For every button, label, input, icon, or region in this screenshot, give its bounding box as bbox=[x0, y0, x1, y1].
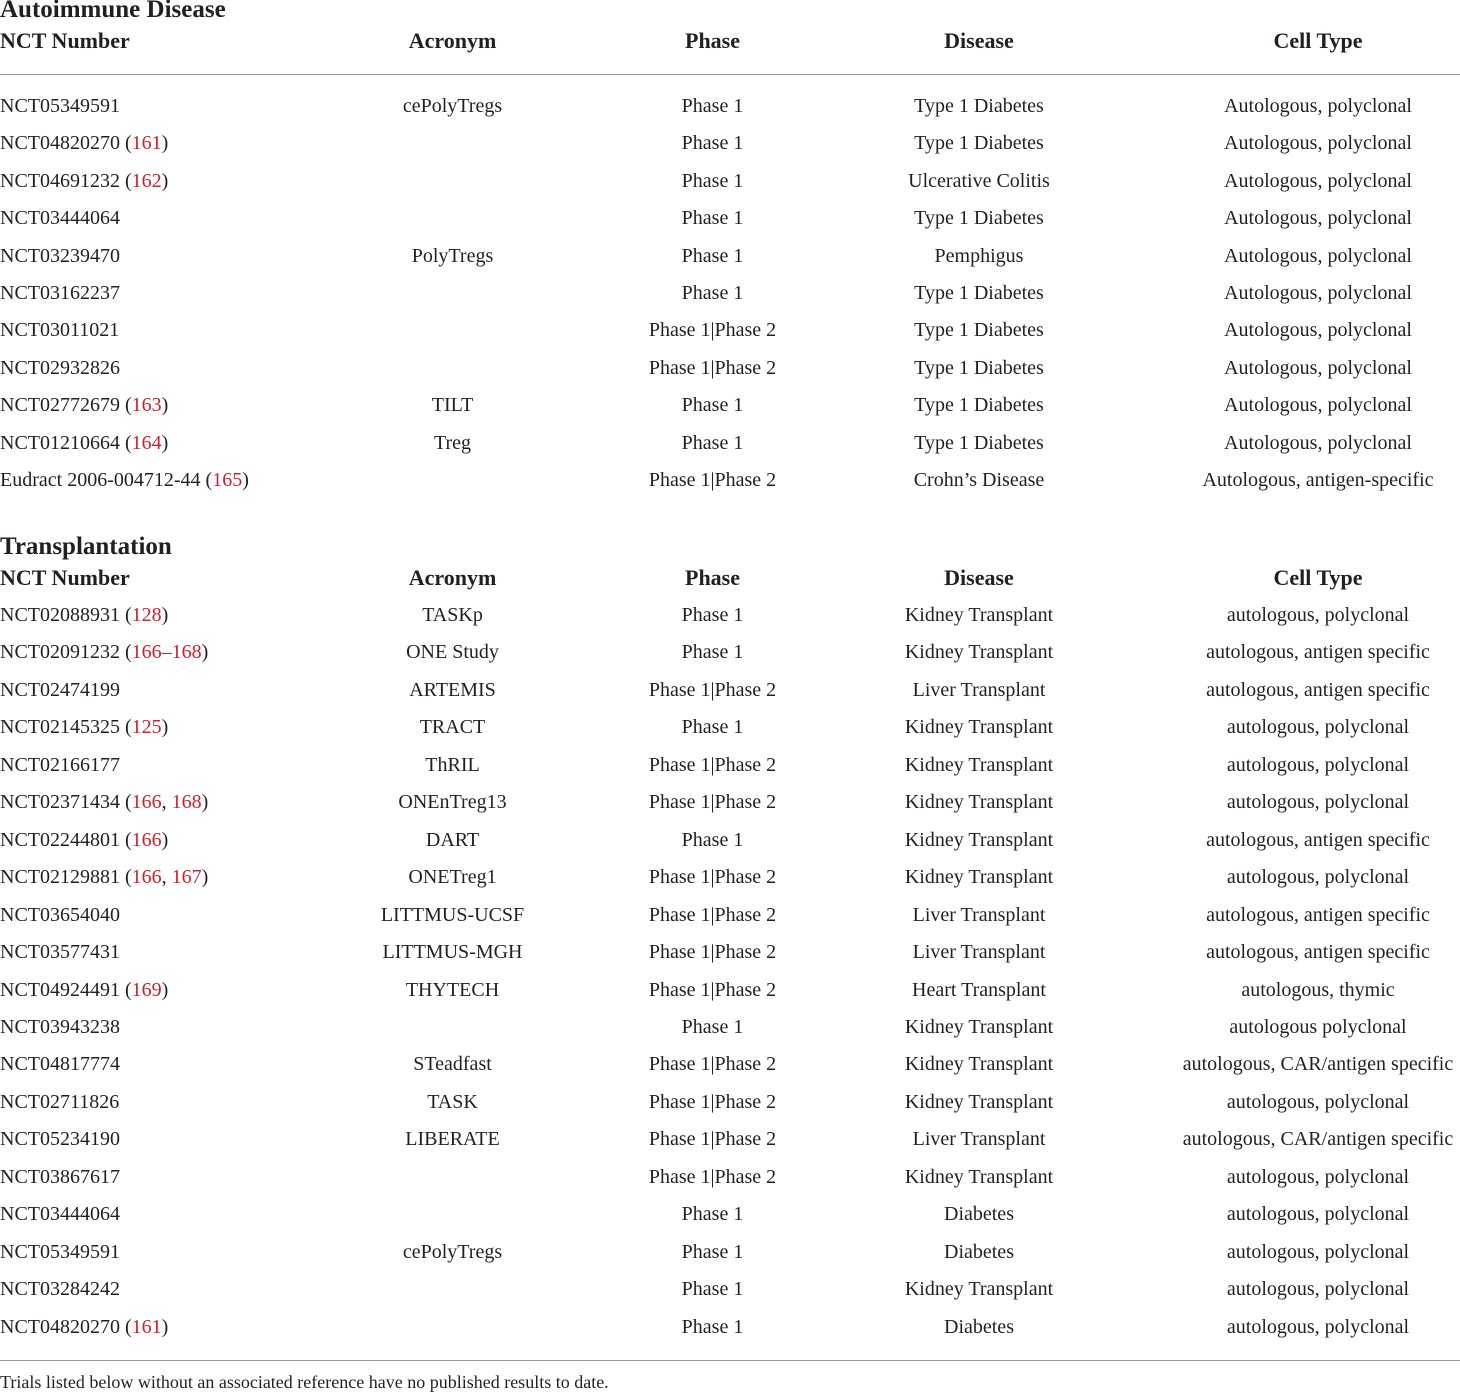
cell-disease: Diabetes bbox=[944, 1315, 1014, 1338]
cell-disease: Diabetes bbox=[944, 1203, 1014, 1226]
reference-link[interactable]: 166 bbox=[131, 866, 162, 889]
cell-acronym: cePolyTregs bbox=[402, 95, 503, 117]
nct-id: NCT04691232 bbox=[0, 169, 120, 192]
ref-open-paren: ( bbox=[120, 1315, 132, 1338]
ref-open-paren: ( bbox=[200, 469, 213, 491]
cell-disease: Kidney Transplant bbox=[904, 1165, 1054, 1188]
ref-close-paren: ) bbox=[242, 469, 249, 491]
table-row bbox=[0, 1196, 1460, 1234]
ref-separator: , bbox=[161, 866, 172, 889]
table-row bbox=[0, 897, 1460, 935]
cell-disease: Kidney Transplant bbox=[904, 1090, 1054, 1113]
reference-link[interactable]: 128 bbox=[131, 604, 162, 626]
table-row bbox=[0, 200, 1460, 238]
table-row bbox=[0, 1234, 1460, 1272]
cell-disease: Liver Transplant bbox=[912, 903, 1046, 926]
cell-disease: Liver Transplant bbox=[912, 678, 1046, 701]
cell-disease: Type 1 Diabetes bbox=[914, 95, 1044, 117]
cell-phase: Phase 1|Phase 2 bbox=[648, 978, 777, 1001]
cell-disease: Kidney Transplant bbox=[904, 604, 1054, 626]
cell-acronym: TASKp bbox=[422, 604, 483, 626]
reference-link[interactable]: 163 bbox=[131, 394, 162, 417]
ref-open-paren: ( bbox=[120, 978, 132, 1001]
ref-close-paren: ) bbox=[161, 431, 169, 454]
cell-nct-number bbox=[0, 312, 119, 350]
cell-nct-number bbox=[0, 1084, 119, 1122]
cell-cell-type: autologous, CAR/antigen specific bbox=[1182, 1128, 1454, 1151]
nct-id: NCT03654040 bbox=[0, 903, 120, 926]
table-row bbox=[0, 462, 1460, 500]
ref-close-paren: ) bbox=[161, 604, 169, 626]
cell-disease: Type 1 Diabetes bbox=[914, 394, 1044, 417]
nct-id: NCT02772679 bbox=[0, 394, 120, 417]
cell-acronym: Treg bbox=[433, 431, 472, 454]
ref-close-paren: ) bbox=[201, 641, 209, 664]
nct-id: NCT02932826 bbox=[0, 356, 120, 379]
nct-id: NCT03444064 bbox=[0, 207, 120, 230]
cell-acronym: STeadfast bbox=[413, 1053, 492, 1076]
nct-id: NCT02088931 bbox=[0, 604, 120, 626]
cell-cell-type: autologous, antigen specific bbox=[1206, 828, 1430, 851]
table-row bbox=[0, 934, 1460, 972]
cell-acronym: ONEnTreg13 bbox=[398, 791, 507, 814]
cell-acronym: LITTMUS-UCSF bbox=[380, 903, 525, 926]
cell-nct-number bbox=[0, 1009, 120, 1047]
nct-id: NCT02166177 bbox=[0, 753, 120, 776]
cell-disease: Pemphigus bbox=[934, 244, 1024, 267]
cell-phase: Phase 1|Phase 2 bbox=[648, 319, 777, 342]
cell-phase: Phase 1 bbox=[681, 244, 744, 267]
table-row bbox=[0, 1121, 1460, 1159]
cell-cell-type: autologous, polyclonal bbox=[1226, 866, 1410, 889]
cell-cell-type: autologous, antigen specific bbox=[1206, 941, 1430, 964]
cell-phase: Phase 1 bbox=[681, 716, 744, 739]
table-row bbox=[0, 634, 1460, 672]
ref-open-paren: ( bbox=[120, 394, 132, 417]
ref-close-paren: ) bbox=[161, 132, 169, 155]
cell-disease: Type 1 Diabetes bbox=[914, 431, 1044, 454]
cell-cell-type: Autologous, polyclonal bbox=[1224, 132, 1412, 155]
nct-id: NCT01210664 bbox=[0, 431, 120, 454]
table-row bbox=[0, 387, 1460, 425]
cell-phase: Phase 1 bbox=[681, 1278, 744, 1301]
cell-acronym: LITTMUS-MGH bbox=[382, 941, 523, 964]
cell-nct-number bbox=[0, 275, 120, 313]
table-row bbox=[0, 1084, 1460, 1122]
header-divider bbox=[0, 74, 1460, 75]
table-bottom-rule bbox=[0, 1360, 1460, 1361]
column-header-row bbox=[0, 559, 1460, 597]
cell-cell-type: autologous, polyclonal bbox=[1226, 604, 1410, 626]
ref-open-paren: ( bbox=[120, 791, 132, 814]
cell-phase: Phase 1|Phase 2 bbox=[648, 791, 777, 814]
cell-disease: Type 1 Diabetes bbox=[914, 356, 1044, 379]
cell-disease: Type 1 Diabetes bbox=[914, 132, 1044, 155]
cell-cell-type: Autologous, polyclonal bbox=[1224, 95, 1412, 117]
reference-link[interactable]: 164 bbox=[131, 431, 162, 454]
header-disease: Disease bbox=[944, 28, 1014, 53]
cell-cell-type: autologous, polyclonal bbox=[1226, 1203, 1410, 1226]
table-row bbox=[0, 1009, 1460, 1047]
table-row bbox=[0, 859, 1460, 897]
ref-open-paren: ( bbox=[120, 132, 132, 155]
table-row bbox=[0, 672, 1460, 710]
table-row bbox=[0, 597, 1460, 635]
cell-cell-type: autologous, CAR/antigen specific bbox=[1182, 1053, 1454, 1076]
reference-link[interactable]: 165 bbox=[212, 469, 243, 491]
table-row bbox=[0, 312, 1460, 350]
cell-nct-number bbox=[0, 1121, 120, 1159]
cell-phase: Phase 1 bbox=[681, 132, 744, 155]
cell-acronym: TASK bbox=[427, 1090, 478, 1113]
nct-id: NCT02091232 bbox=[0, 641, 120, 664]
ref-open-paren: ( bbox=[120, 828, 132, 851]
cell-disease: Diabetes bbox=[944, 1240, 1014, 1263]
nct-id: NCT03239470 bbox=[0, 244, 120, 267]
ref-close-paren: ) bbox=[161, 716, 169, 739]
header-phase: Phase bbox=[685, 28, 740, 53]
cell-nct-number bbox=[0, 897, 120, 935]
cell-disease: Liver Transplant bbox=[912, 941, 1046, 964]
nct-id: NCT02371434 bbox=[0, 791, 120, 814]
cell-cell-type: Autologous, polyclonal bbox=[1224, 282, 1412, 304]
cell-nct-number bbox=[0, 1046, 120, 1084]
cell-cell-type: Autologous, polyclonal bbox=[1224, 394, 1412, 417]
cell-cell-type: Autologous, polyclonal bbox=[1224, 431, 1412, 454]
header-disease: Disease bbox=[944, 565, 1014, 590]
cell-cell-type: autologous, polyclonal bbox=[1226, 1278, 1410, 1301]
cell-phase: Phase 1|Phase 2 bbox=[648, 753, 777, 776]
cell-cell-type: Autologous, polyclonal bbox=[1224, 244, 1412, 267]
cell-disease: Kidney Transplant bbox=[904, 1053, 1054, 1076]
ref-close-paren: ) bbox=[161, 169, 169, 192]
nct-id: NCT03867617 bbox=[0, 1165, 120, 1188]
ref-open-paren: ( bbox=[120, 604, 132, 626]
ref-open-paren: ( bbox=[120, 431, 132, 454]
nct-id: NCT05349591 bbox=[0, 95, 120, 117]
cell-cell-type: autologous, antigen specific bbox=[1206, 678, 1430, 701]
nct-id: NCT03444064 bbox=[0, 1203, 120, 1226]
cell-phase: Phase 1 bbox=[681, 641, 744, 664]
table-row bbox=[0, 822, 1460, 860]
cell-nct-number bbox=[0, 1234, 120, 1272]
cell-phase: Phase 1 bbox=[681, 431, 744, 454]
cell-cell-type: Autologous, antigen-specific bbox=[1202, 469, 1434, 491]
reference-link[interactable]: 125 bbox=[131, 716, 162, 739]
nct-id: NCT03943238 bbox=[0, 1015, 120, 1038]
cell-disease: Kidney Transplant bbox=[904, 716, 1054, 739]
cell-nct-number bbox=[0, 1196, 120, 1234]
reference-link[interactable]: 161 bbox=[131, 132, 162, 155]
cell-acronym: ThRIL bbox=[425, 753, 480, 776]
cell-disease: Kidney Transplant bbox=[904, 866, 1054, 889]
ref-open-paren: ( bbox=[120, 866, 132, 889]
cell-disease: Crohn’s Disease bbox=[913, 469, 1045, 491]
table-row bbox=[0, 972, 1460, 1010]
cell-cell-type: autologous, polyclonal bbox=[1226, 791, 1410, 814]
table-row bbox=[0, 88, 1460, 126]
section-title-autoimmune: Autoimmune Disease bbox=[0, 0, 226, 23]
cell-nct-number bbox=[0, 200, 120, 238]
cell-cell-type: autologous, antigen specific bbox=[1206, 903, 1430, 926]
cell-phase: Phase 1|Phase 2 bbox=[648, 469, 777, 491]
table-row bbox=[0, 1046, 1460, 1084]
cell-cell-type: autologous, thymic bbox=[1241, 978, 1395, 1001]
nct-id: NCT03284242 bbox=[0, 1278, 120, 1301]
nct-id: NCT05349591 bbox=[0, 1240, 120, 1263]
cell-phase: Phase 1 bbox=[681, 1015, 744, 1038]
table-row bbox=[0, 125, 1460, 163]
cell-phase: Phase 1 bbox=[681, 95, 744, 117]
cell-nct-number bbox=[0, 934, 120, 972]
nct-id: NCT04820270 bbox=[0, 132, 120, 155]
cell-cell-type: Autologous, polyclonal bbox=[1224, 169, 1412, 192]
reference-link[interactable]: 162 bbox=[131, 169, 162, 192]
cell-nct-number bbox=[0, 634, 208, 672]
nct-id: NCT04820270 bbox=[0, 1315, 120, 1338]
table-row bbox=[0, 238, 1460, 276]
cell-nct-number bbox=[0, 709, 168, 747]
cell-cell-type: Autologous, polyclonal bbox=[1224, 319, 1412, 342]
cell-phase: Phase 1 bbox=[681, 394, 744, 417]
table-row bbox=[0, 275, 1460, 313]
nct-id: NCT02474199 bbox=[0, 678, 120, 701]
table-row bbox=[0, 1309, 1460, 1347]
cell-acronym: cePolyTregs bbox=[402, 1240, 503, 1263]
reference-link[interactable]: 168 bbox=[171, 791, 202, 814]
cell-nct-number bbox=[0, 784, 208, 822]
cell-phase: Phase 1|Phase 2 bbox=[648, 866, 777, 889]
cell-nct-number bbox=[0, 425, 168, 463]
cell-phase: Phase 1 bbox=[681, 207, 744, 230]
cell-cell-type: autologous, polyclonal bbox=[1226, 1165, 1410, 1188]
reference-link[interactable]: 167 bbox=[171, 866, 202, 889]
ref-close-paren: ) bbox=[201, 866, 209, 889]
cell-nct-number bbox=[0, 859, 208, 897]
ref-close-paren: ) bbox=[161, 828, 169, 851]
cell-phase: Phase 1|Phase 2 bbox=[648, 1053, 777, 1076]
reference-link[interactable]: 169 bbox=[131, 978, 162, 1001]
reference-link[interactable]: 166 bbox=[131, 828, 162, 851]
ref-open-paren: ( bbox=[120, 169, 132, 192]
header-nct-number: NCT Number bbox=[0, 565, 130, 590]
reference-link[interactable]: 161 bbox=[131, 1315, 162, 1338]
cell-disease: Kidney Transplant bbox=[904, 1015, 1054, 1038]
cell-phase: Phase 1 bbox=[681, 169, 744, 192]
cell-nct-number bbox=[0, 350, 120, 388]
cell-phase: Phase 1 bbox=[681, 1203, 744, 1226]
cell-cell-type: autologous, polyclonal bbox=[1226, 716, 1410, 739]
table-row bbox=[0, 1271, 1460, 1309]
cell-phase: Phase 1 bbox=[681, 1315, 744, 1338]
cell-phase: Phase 1 bbox=[681, 604, 744, 626]
cell-nct-number bbox=[0, 1309, 168, 1347]
table-row bbox=[0, 350, 1460, 388]
cell-phase: Phase 1|Phase 2 bbox=[648, 1165, 777, 1188]
ref-open-paren: ( bbox=[120, 716, 132, 739]
cell-nct-number bbox=[0, 672, 120, 710]
ref-close-paren: ) bbox=[161, 1315, 169, 1338]
cell-nct-number bbox=[0, 747, 120, 785]
cell-cell-type: autologous, polyclonal bbox=[1226, 753, 1410, 776]
cell-acronym: THYTECH bbox=[405, 978, 500, 1001]
cell-cell-type: Autologous, polyclonal bbox=[1224, 356, 1412, 379]
cell-nct-number bbox=[0, 125, 168, 163]
header-cell-type: Cell Type bbox=[1273, 565, 1363, 590]
nct-id: NCT03162237 bbox=[0, 282, 120, 304]
cell-nct-number bbox=[0, 88, 120, 126]
cell-cell-type: autologous, polyclonal bbox=[1226, 1090, 1410, 1113]
ref-open-paren: ( bbox=[120, 641, 132, 664]
cell-phase: Phase 1 bbox=[681, 828, 744, 851]
cell-disease: Kidney Transplant bbox=[904, 828, 1054, 851]
table-row bbox=[0, 1159, 1460, 1197]
table-footnote: Trials listed below without an associated reference have no published results to date. bbox=[0, 1372, 609, 1392]
cell-disease: Type 1 Diabetes bbox=[914, 319, 1044, 342]
cell-nct-number bbox=[0, 163, 168, 201]
header-acronym: Acronym bbox=[408, 565, 497, 590]
column-header-row bbox=[0, 22, 1460, 60]
table-row bbox=[0, 709, 1460, 747]
cell-nct-number bbox=[0, 597, 168, 635]
section-title-transplantation: Transplantation bbox=[0, 533, 172, 560]
cell-phase: Phase 1 bbox=[681, 1240, 744, 1263]
cell-nct-number bbox=[0, 1159, 120, 1197]
ref-close-paren: ) bbox=[161, 978, 169, 1001]
header-acronym: Acronym bbox=[408, 28, 497, 53]
nct-id: NCT04817774 bbox=[0, 1053, 120, 1076]
nct-id: NCT02145325 bbox=[0, 716, 120, 739]
nct-id: NCT02129881 bbox=[0, 866, 120, 889]
cell-acronym: DART bbox=[425, 828, 480, 851]
cell-disease: Kidney Transplant bbox=[904, 641, 1054, 664]
cell-acronym: PolyTregs bbox=[411, 244, 494, 267]
cell-nct-number bbox=[0, 238, 120, 276]
cell-nct-number bbox=[0, 822, 168, 860]
table-row bbox=[0, 784, 1460, 822]
header-cell-type: Cell Type bbox=[1273, 28, 1363, 53]
nct-id: NCT02711826 bbox=[0, 1090, 120, 1113]
cell-acronym: ONETreg1 bbox=[408, 866, 497, 889]
table-row bbox=[0, 747, 1460, 785]
nct-id: NCT02244801 bbox=[0, 828, 120, 851]
cell-cell-type: autologous polyclonal bbox=[1229, 1015, 1407, 1038]
cell-phase: Phase 1|Phase 2 bbox=[648, 903, 777, 926]
cell-acronym: LIBERATE bbox=[405, 1128, 500, 1151]
nct-id: NCT03011021 bbox=[0, 319, 120, 342]
cell-phase: Phase 1 bbox=[681, 282, 744, 304]
ref-close-paren: ) bbox=[201, 791, 209, 814]
cell-acronym: TILT bbox=[431, 394, 474, 417]
table-row bbox=[0, 425, 1460, 463]
ref-close-paren: ) bbox=[161, 394, 169, 417]
cell-disease: Kidney Transplant bbox=[904, 791, 1054, 814]
cell-phase: Phase 1|Phase 2 bbox=[648, 1090, 777, 1113]
cell-disease: Type 1 Diabetes bbox=[914, 207, 1044, 230]
cell-disease: Liver Transplant bbox=[912, 1128, 1046, 1151]
nct-id: NCT03577431 bbox=[0, 941, 120, 964]
cell-acronym: TRACT bbox=[419, 716, 486, 739]
cell-acronym: ARTEMIS bbox=[409, 678, 496, 701]
cell-cell-type: Autologous, polyclonal bbox=[1224, 207, 1412, 230]
cell-phase: Phase 1|Phase 2 bbox=[648, 1128, 777, 1151]
cell-nct-number bbox=[0, 1271, 120, 1309]
cell-cell-type: autologous, polyclonal bbox=[1226, 1315, 1410, 1338]
cell-phase: Phase 1|Phase 2 bbox=[648, 941, 777, 964]
cell-phase: Phase 1|Phase 2 bbox=[648, 356, 777, 379]
nct-id: NCT04924491 bbox=[0, 978, 120, 1001]
cell-disease: Heart Transplant bbox=[912, 978, 1046, 1001]
cell-acronym: ONE Study bbox=[406, 641, 499, 664]
cell-nct-number bbox=[0, 462, 249, 500]
cell-disease: Kidney Transplant bbox=[904, 1278, 1054, 1301]
cell-disease: Ulcerative Colitis bbox=[908, 169, 1050, 192]
header-phase: Phase bbox=[685, 565, 740, 590]
cell-disease: Kidney Transplant bbox=[904, 753, 1054, 776]
table-row bbox=[0, 163, 1460, 201]
nct-id: NCT05234190 bbox=[0, 1128, 120, 1151]
cell-cell-type: autologous, polyclonal bbox=[1226, 1240, 1410, 1263]
reference-link[interactable]: 166 bbox=[131, 791, 162, 814]
cell-disease: Type 1 Diabetes bbox=[914, 282, 1044, 304]
nct-id: Eudract 2006-004712-44 bbox=[0, 469, 201, 491]
header-nct-number: NCT Number bbox=[0, 28, 130, 53]
cell-phase: Phase 1|Phase 2 bbox=[648, 678, 777, 701]
cell-nct-number bbox=[0, 972, 168, 1010]
ref-separator: , bbox=[161, 791, 172, 814]
cell-cell-type: autologous, antigen specific bbox=[1206, 641, 1430, 664]
reference-link[interactable]: 166–168 bbox=[131, 641, 202, 664]
cell-nct-number bbox=[0, 387, 168, 425]
